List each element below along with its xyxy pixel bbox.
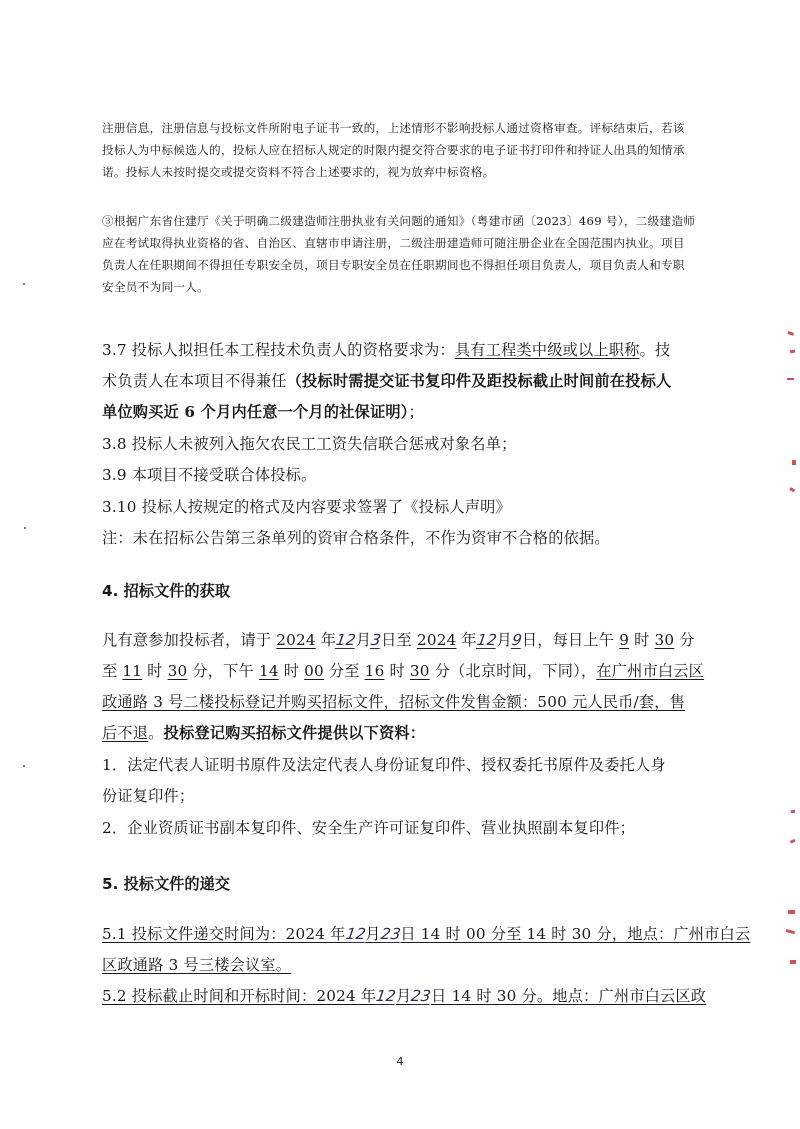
am-start-minute: 30 bbox=[654, 631, 675, 649]
am-end-minute: 30 bbox=[167, 662, 188, 680]
s4-text: 日至 bbox=[381, 631, 417, 649]
start-day-handwritten: 3 bbox=[370, 631, 383, 649]
s4-text: 日，每日上午 bbox=[521, 631, 620, 649]
s4-text: 至 bbox=[102, 662, 123, 680]
section-4-title: 4. 招标文件的获取 bbox=[102, 582, 230, 600]
purchase-location: 在广州市白云区 bbox=[596, 662, 705, 680]
deadline-day-handwritten: 23 bbox=[410, 987, 433, 1005]
section-4-line-2 bbox=[102, 661, 705, 682]
document-item-1-line-2: 份证复印件； bbox=[102, 787, 195, 805]
scan-dot-marks bbox=[18, 280, 32, 770]
notice-line: 安全员不为同一人。 bbox=[102, 280, 210, 294]
s4-text: 月 bbox=[496, 631, 512, 649]
item-3-7-text: 3.7 投标人拟担任本工程技术负责人的资格要求为： bbox=[102, 341, 455, 359]
stamp-edge-marks bbox=[778, 320, 800, 1020]
note: 注：未在招标公告第三条单列的资审合格条件，不作为资审不合格的依据。 bbox=[102, 529, 610, 547]
s4-text: 凡有意参加投标者，请于 bbox=[102, 631, 277, 649]
s5-text: 区政通路 3 号三楼会议室。 bbox=[102, 956, 292, 974]
am-end-hour: 11 bbox=[122, 662, 143, 680]
submit-day-handwritten: 23 bbox=[379, 925, 402, 943]
s5-text: 日 14 时 30 分。地点：广州市白云区政 bbox=[431, 987, 707, 1005]
deadline-month-handwritten: 12 bbox=[375, 987, 398, 1005]
s5-text: 5.2 投标截止时间和开标时间：2024 年 bbox=[102, 987, 377, 1005]
registration-line: 诺。投标人未按时提交或提交资料不符合上述要求的，视为放弃中标资格。 bbox=[102, 165, 495, 179]
end-year: 2024 bbox=[416, 631, 457, 649]
s4-text: 时 bbox=[629, 631, 655, 649]
pm-end-hour: 16 bbox=[364, 662, 385, 680]
item-3-7-text: ； bbox=[408, 403, 424, 421]
s4-text: 分（北京时间，下同）， bbox=[429, 662, 597, 680]
purchase-location: 政通路 3 号二楼投标登记并购买招标文件，招标文件发售金额：500 元人民币/套，售 bbox=[102, 693, 686, 711]
item-3-8: 3.8 投标人未被列入拖欠农民工工资失信联合惩戒对象名单； bbox=[102, 435, 517, 453]
s4-text: 分 bbox=[674, 631, 695, 649]
item-3-9: 3.9 本项目不接受联合体投标。 bbox=[102, 466, 317, 484]
s5-text: 5.1 投标文件递交时间为：2024 年 bbox=[102, 925, 346, 943]
item-3-7-bold: （投标时需提交证书复印件及距投标截止时间前在投标人 bbox=[286, 372, 672, 390]
notice-line: ③根据广东省住建厅《关于明确二级建造师注册执业有关问题的通知》（粤建市函〔2023〕469 号），二级建造师 bbox=[102, 214, 696, 228]
registration-paragraph bbox=[102, 117, 702, 183]
s4-text: 时 bbox=[142, 662, 168, 680]
no-refund-text: 后不退 bbox=[102, 724, 149, 742]
s4-text: 分至 bbox=[323, 662, 365, 680]
item-5-2 bbox=[102, 986, 707, 1007]
s4-text: 分，下午 bbox=[187, 662, 259, 680]
section-4-line-1 bbox=[102, 630, 702, 651]
pm-start-minute: 00 bbox=[304, 662, 324, 680]
s4-text: 年 bbox=[315, 631, 337, 649]
item-3-7-line-1 bbox=[102, 340, 702, 361]
s4-text: 时 bbox=[278, 662, 305, 680]
notice-line: 应在考试取得执业资格的省、自治区、直辖市申请注册，二级注册建造师可随注册企业在全国范围内执业。项目 bbox=[102, 236, 685, 250]
section-5-title: 5. 投标文件的递交 bbox=[102, 875, 230, 893]
item-5-1-line-2 bbox=[102, 955, 702, 976]
document-item-1-line-1: 1．法定代表人证明书原件及法定代表人身份证复印件、授权委托书原件及委托人身 bbox=[102, 756, 666, 774]
start-month-handwritten: 12 bbox=[334, 631, 358, 649]
notice-paragraph bbox=[102, 210, 702, 298]
item-3-7-text: 术负责人在本项目不得兼任 bbox=[102, 372, 287, 390]
notice-line: 负责人在任职期间不得担任专职安全员，项目专职安全员在任职期间也不得担任项目负责人，项目负责人和专职 bbox=[102, 258, 685, 272]
item-3-7-line-3 bbox=[102, 402, 702, 423]
s4-text: 月 bbox=[355, 631, 372, 649]
item-3-10: 3.10 投标人按规定的格式及内容要求签署了《投标人声明》 bbox=[102, 498, 511, 516]
page-number: 4 bbox=[396, 1055, 404, 1068]
s4-text: 时 bbox=[384, 662, 410, 680]
pm-end-minute: 30 bbox=[409, 662, 430, 680]
item-3-7-bold: 单位购买近 6 个月内任意一个月的社保证明） bbox=[102, 403, 409, 421]
item-3-7-line-2 bbox=[102, 371, 702, 392]
start-year: 2024 bbox=[276, 631, 316, 649]
end-month-handwritten: 12 bbox=[475, 631, 498, 649]
s4-text: 。 bbox=[148, 724, 164, 742]
s4-text: 年 bbox=[456, 631, 477, 649]
pm-start-hour: 14 bbox=[258, 662, 279, 680]
submit-month-handwritten: 12 bbox=[344, 925, 367, 943]
s5-text: 月 bbox=[365, 925, 381, 943]
am-start-hour: 9 bbox=[619, 631, 630, 649]
s5-text: 月 bbox=[396, 987, 412, 1005]
section-4-line-4 bbox=[102, 723, 702, 744]
document-item-2: 2．企业资质证书副本复印件、安全生产许可证复印件、营业执照副本复印件； bbox=[102, 819, 636, 837]
section-4-line-3 bbox=[102, 692, 702, 713]
registration-line: 注册信息，注册信息与投标文件所附电子证书一致的，上述情形不影响投标人通过资格审查。评标结束后，若该 bbox=[102, 121, 685, 135]
end-day-handwritten: 9 bbox=[510, 631, 524, 649]
item-3-7-requirement: 具有工程类中级或以上职称 bbox=[454, 341, 640, 359]
item-5-1-line-1 bbox=[102, 924, 751, 945]
registration-line: 投标人为中标候选人的，投标人应在招标人规定的时限内提交符合要求的电子证书打印件和持证人出具的知情承 bbox=[102, 143, 685, 157]
item-3-7-text: 。技 bbox=[639, 341, 671, 359]
required-documents-heading: 投标登记购买招标文件提供以下资料： bbox=[163, 724, 426, 742]
s5-text: 日 14 时 00 分至 14 时 30 分，地点：广州市白云 bbox=[400, 925, 751, 943]
